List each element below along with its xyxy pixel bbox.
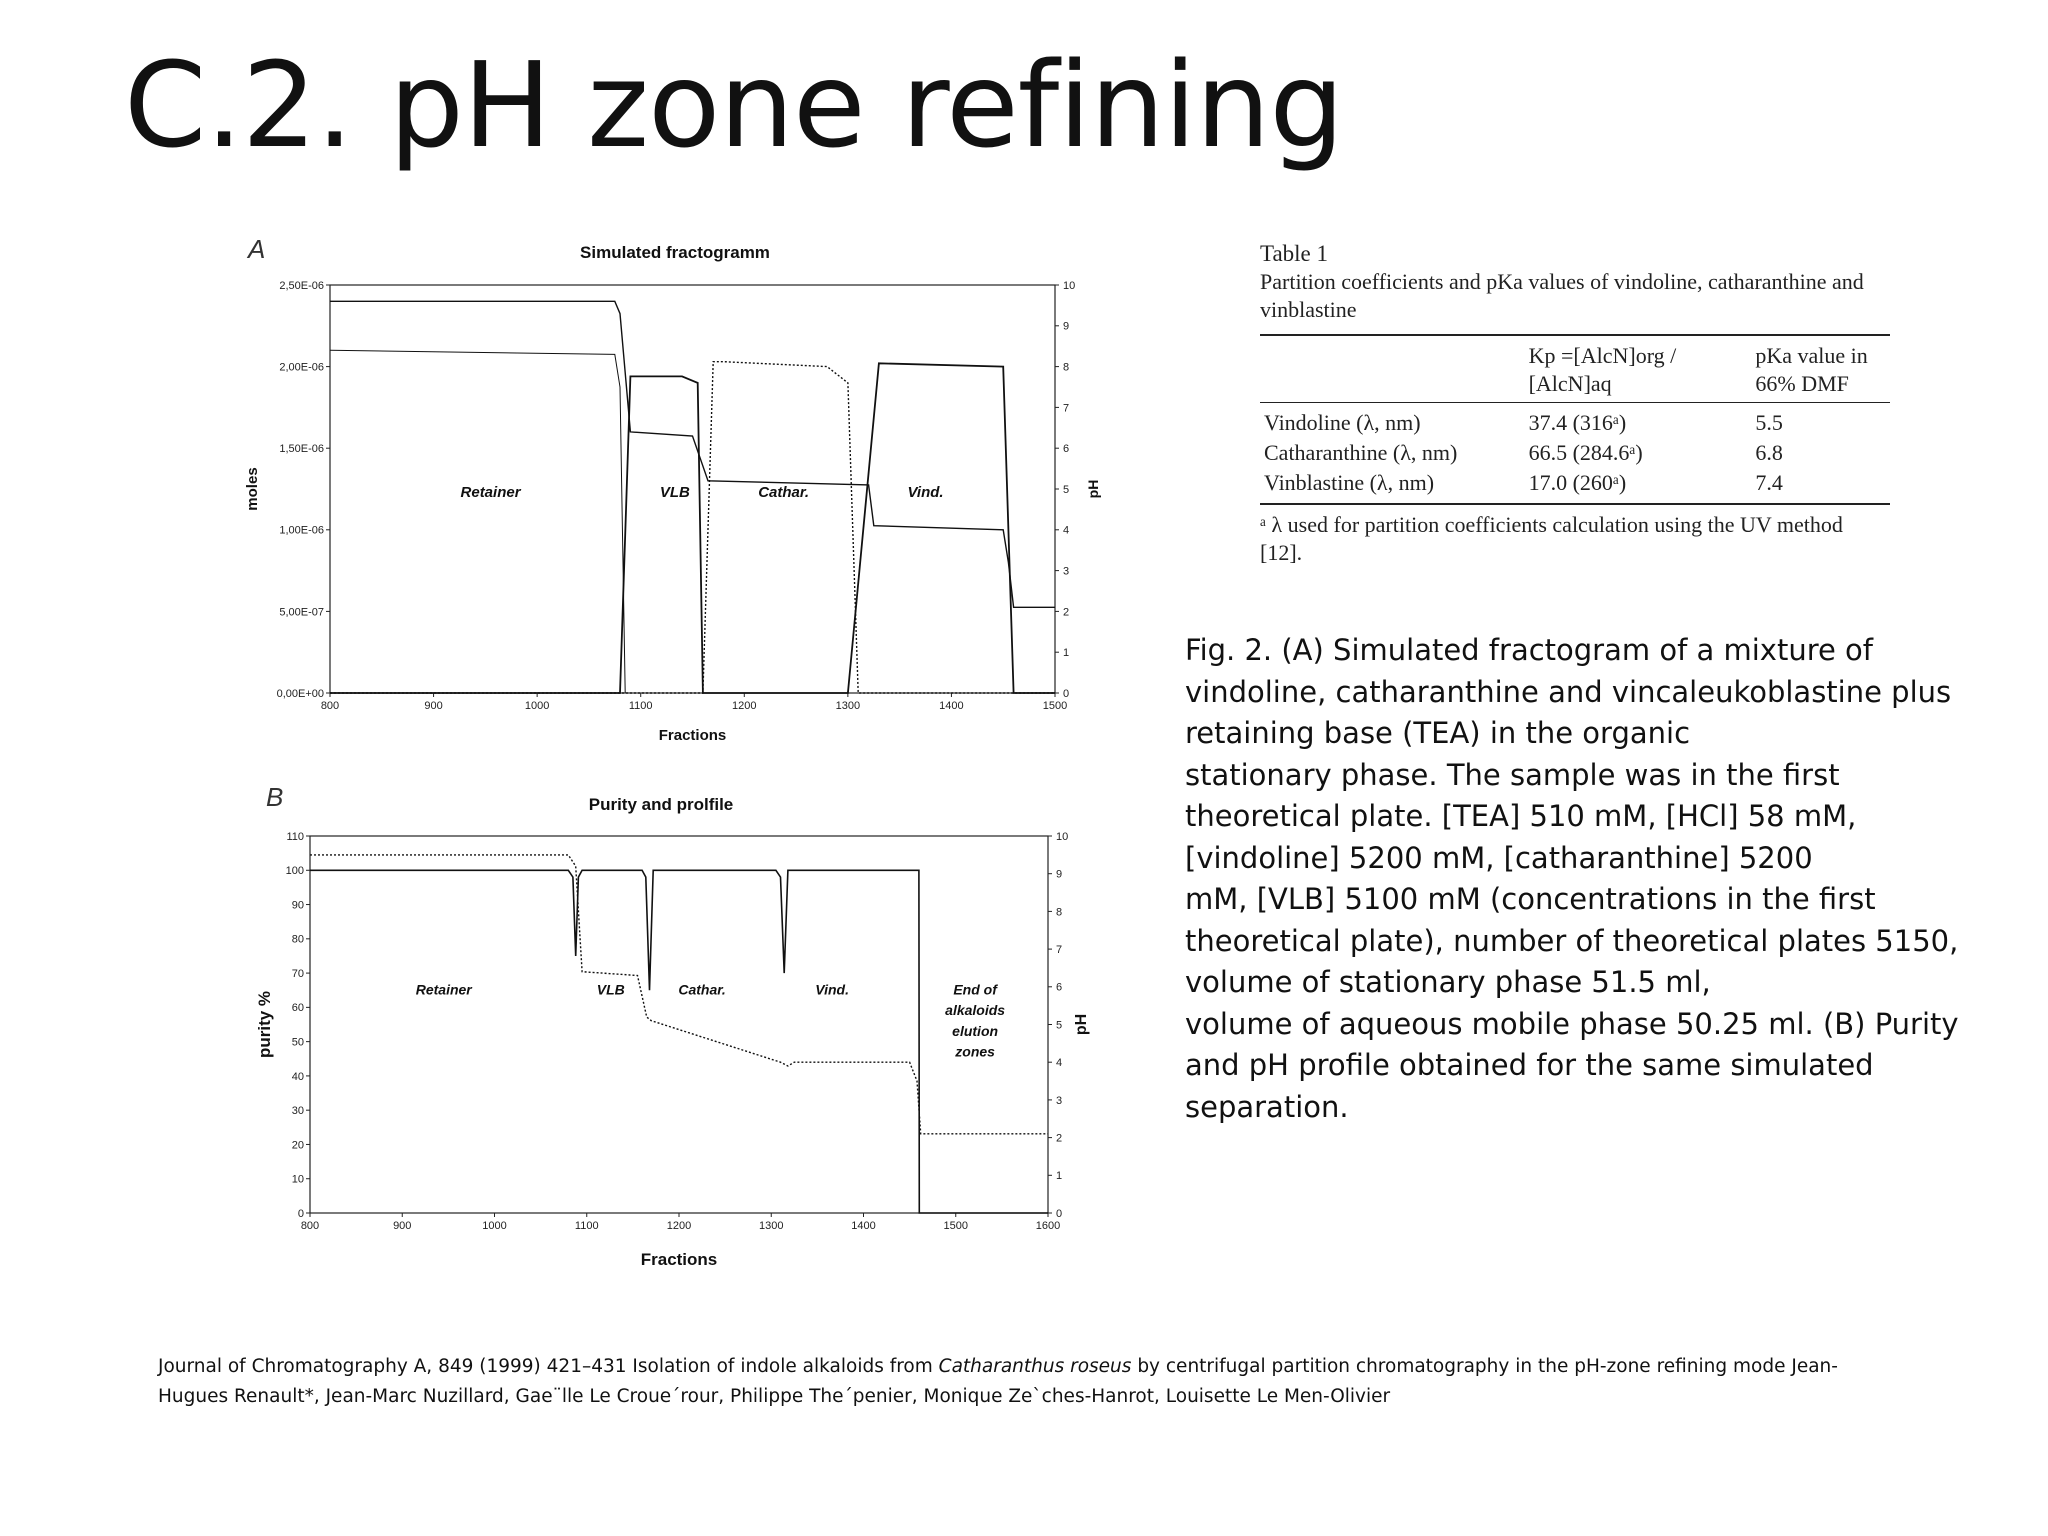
table-cell: 66.5 (284.6ᵃ) xyxy=(1528,440,1643,465)
x-tick-label: 1000 xyxy=(524,700,550,712)
x-tick-label: 1300 xyxy=(835,700,861,712)
caption-line: stationary phase. The sample was in the first xyxy=(1185,757,1840,792)
table-header-cell: Kp =[AlcN]org / [AlcN]aq xyxy=(1525,335,1752,403)
y2-tick-label: 9 xyxy=(1063,320,1070,333)
y2-tick-label: 5 xyxy=(1063,483,1070,496)
partition-table xyxy=(1260,240,1890,567)
x-tick-label: 900 xyxy=(393,1220,412,1232)
y-tick-label: 0 xyxy=(297,1207,304,1220)
table-cell: 6.8 xyxy=(1755,440,1783,465)
zone-label: zones xyxy=(955,1043,995,1060)
caption-line: retaining base (TEA) in the organic xyxy=(1185,716,1691,750)
zone-label: Cathar. xyxy=(678,981,726,998)
y2-tick-label: 7 xyxy=(1063,402,1070,415)
table-cell: 17.0 (260ᵃ) xyxy=(1528,470,1627,495)
y-tick-label: 2,00E-06 xyxy=(279,361,324,374)
plot-frame xyxy=(330,285,1055,693)
y2-tick-label: 8 xyxy=(1063,361,1070,374)
citation-authors: Hugues Renault*, Jean-Marc Nuzillard, Gae¨lle Le Croue´rour, Philippe The´penier, Monique Ze`ches-Hanrot, Louisette Le Men-Olivier xyxy=(158,1386,1391,1407)
slide-title: C.2. pH zone refining xyxy=(124,36,1344,174)
table-caption: Partition coefficients and pKa values of vindoline, catharanthine and vinblastine xyxy=(1260,269,1864,322)
y2-axis-label: pH xyxy=(1073,1013,1090,1036)
x-tick-label: 1100 xyxy=(574,1220,599,1232)
table-cell: Catharanthine (λ, nm) xyxy=(1264,440,1458,465)
zone-label: Vind. xyxy=(907,484,944,502)
y2-tick-label: 1 xyxy=(1056,1170,1063,1183)
x-tick-label: 1400 xyxy=(851,1220,876,1232)
panel-label: A xyxy=(248,234,266,264)
plot-frame xyxy=(310,836,1048,1213)
table-cell: 37.4 (316ᵃ) xyxy=(1528,410,1627,435)
series-line xyxy=(310,870,1048,1213)
caption-line: vindoline, catharanthine and vincaleukoblastine plus xyxy=(1185,674,1952,709)
y2-axis-label: pH xyxy=(1085,479,1101,499)
x-axis-label: Fractions xyxy=(640,1250,718,1269)
y-axis-label: moles xyxy=(244,467,261,511)
y-tick-label: 90 xyxy=(291,899,304,912)
zone-label: Retainer xyxy=(460,484,521,502)
caption-line: theoretical plate), number of theoretical plates 5150, xyxy=(1185,923,1959,958)
y-axis-label: purity % xyxy=(255,990,274,1059)
x-tick-label: 1300 xyxy=(759,1220,784,1232)
partition-coefficients-table xyxy=(1260,334,1890,505)
citation-journal: Journal of Chromatography A, 849 (1999) 421–431 Isolation of indole alkaloids from xyxy=(158,1356,939,1377)
x-axis-label: Fractions xyxy=(658,727,727,744)
y-tick-label: 0,00E+00 xyxy=(276,687,324,700)
table-header-cell: pKa value in 66% DMF xyxy=(1751,335,1890,403)
table-row xyxy=(1260,438,1890,468)
y2-tick-label: 4 xyxy=(1056,1057,1063,1070)
x-tick-label: 1100 xyxy=(628,700,653,712)
y2-tick-label: 6 xyxy=(1063,443,1070,456)
caption-line: volume of stationary phase 51.5 ml, xyxy=(1185,965,1711,999)
series-line xyxy=(330,350,625,693)
chart-a-simulated-fractogram xyxy=(244,234,1101,744)
panel-label: B xyxy=(266,782,284,812)
y2-tick-label: 7 xyxy=(1056,943,1063,956)
caption-line: and pH profile obtained for the same simulated xyxy=(1185,1048,1874,1082)
zone-label: Vind. xyxy=(815,981,849,998)
y2-tick-label: 3 xyxy=(1063,565,1070,578)
caption-line: volume of aqueous mobile phase 50.25 ml. (B) Purity xyxy=(1185,1006,1959,1041)
y2-tick-label: 8 xyxy=(1056,906,1063,919)
figure-caption xyxy=(1185,630,1959,1128)
table-row xyxy=(1260,403,1890,439)
x-tick-label: 1400 xyxy=(939,700,964,712)
y-tick-label: 100 xyxy=(285,865,304,878)
chart-title: Purity and prolfile xyxy=(588,795,734,814)
x-tick-label: 1200 xyxy=(732,700,757,712)
table-cell: 7.4 xyxy=(1755,470,1783,495)
table-row xyxy=(1260,468,1890,504)
y2-tick-label: 2 xyxy=(1063,606,1070,619)
caption-line: mM, [VLB] 5100 mM (concentrations in the first xyxy=(1185,882,1876,916)
citation-title-rest: by centrifugal partition chromatography in the pH-zone refining mode Jean- xyxy=(1131,1356,1838,1377)
x-tick-label: 1000 xyxy=(482,1220,507,1232)
y-tick-label: 40 xyxy=(291,1070,304,1083)
zone-label: alkaloids xyxy=(945,1002,1006,1019)
table-cell: Vindoline (λ, nm) xyxy=(1264,410,1421,435)
zone-label: End of xyxy=(953,981,997,998)
y2-tick-label: 9 xyxy=(1056,868,1063,881)
y2-tick-label: 1 xyxy=(1063,647,1070,660)
table-number: Table 1 xyxy=(1260,241,1329,266)
y-tick-label: 110 xyxy=(286,830,304,843)
table-cell: 5.5 xyxy=(1755,410,1783,435)
y-tick-label: 50 xyxy=(291,1036,304,1049)
y-tick-label: 20 xyxy=(291,1139,304,1152)
y-tick-label: 10 xyxy=(291,1173,304,1186)
zone-label: Retainer xyxy=(415,981,472,998)
table-header-cell xyxy=(1260,335,1525,403)
x-tick-label: 800 xyxy=(300,1220,320,1232)
y-tick-label: 30 xyxy=(291,1105,304,1118)
caption-line: Fig. 2. (A) Simulated fractogram of a mixture of xyxy=(1185,633,1874,667)
caption-line: [vindoline] 5200 mM, [catharanthine] 5200 xyxy=(1185,840,1813,875)
y-tick-label: 60 xyxy=(291,1002,304,1015)
series-line xyxy=(330,301,1055,607)
y2-tick-label: 10 xyxy=(1056,830,1069,843)
citation-species: Catharanthus roseus xyxy=(938,1356,1132,1377)
table-cell: Vinblastine (λ, nm) xyxy=(1264,470,1435,495)
y2-tick-label: 3 xyxy=(1056,1094,1063,1107)
chart-title: Simulated fractogramm xyxy=(580,243,770,262)
y-tick-label: 80 xyxy=(291,933,304,946)
caption-line: theoretical plate. [TEA] 510 mM, [HCl] 58 mM, xyxy=(1185,799,1857,833)
citation xyxy=(158,1352,1858,1412)
y2-tick-label: 0 xyxy=(1063,687,1070,700)
table-footnote: ᵃ λ used for partition coefficients calculation using the UV method [12]. xyxy=(1260,512,1843,565)
x-tick-label: 1500 xyxy=(943,1220,968,1232)
y-tick-label: 5,00E-07 xyxy=(279,606,324,619)
y-tick-label: 1,50E-06 xyxy=(279,443,324,456)
zone-label: VLB xyxy=(659,484,690,502)
y2-tick-label: 2 xyxy=(1056,1132,1063,1145)
y2-tick-label: 10 xyxy=(1063,279,1076,292)
zone-label: Cathar. xyxy=(758,484,810,502)
x-tick-label: 1500 xyxy=(1042,700,1068,712)
x-tick-label: 1200 xyxy=(666,1220,692,1232)
table-header-row xyxy=(1260,335,1890,403)
y2-tick-label: 5 xyxy=(1056,1019,1063,1032)
zone-label: elution xyxy=(952,1022,999,1039)
chart-b-purity-profile xyxy=(255,782,1090,1269)
y2-tick-label: 4 xyxy=(1063,524,1070,537)
y2-tick-label: 0 xyxy=(1056,1207,1063,1220)
y-tick-label: 2,50E-06 xyxy=(279,279,324,292)
zone-label: VLB xyxy=(596,981,625,998)
x-tick-label: 900 xyxy=(424,700,443,712)
y2-tick-label: 6 xyxy=(1056,981,1063,994)
y-tick-label: 1,00E-06 xyxy=(279,524,324,537)
x-tick-label: 800 xyxy=(320,700,340,712)
y-tick-label: 70 xyxy=(291,967,304,980)
x-tick-label: 1600 xyxy=(1035,1220,1061,1232)
caption-line: separation. xyxy=(1185,1089,1349,1124)
